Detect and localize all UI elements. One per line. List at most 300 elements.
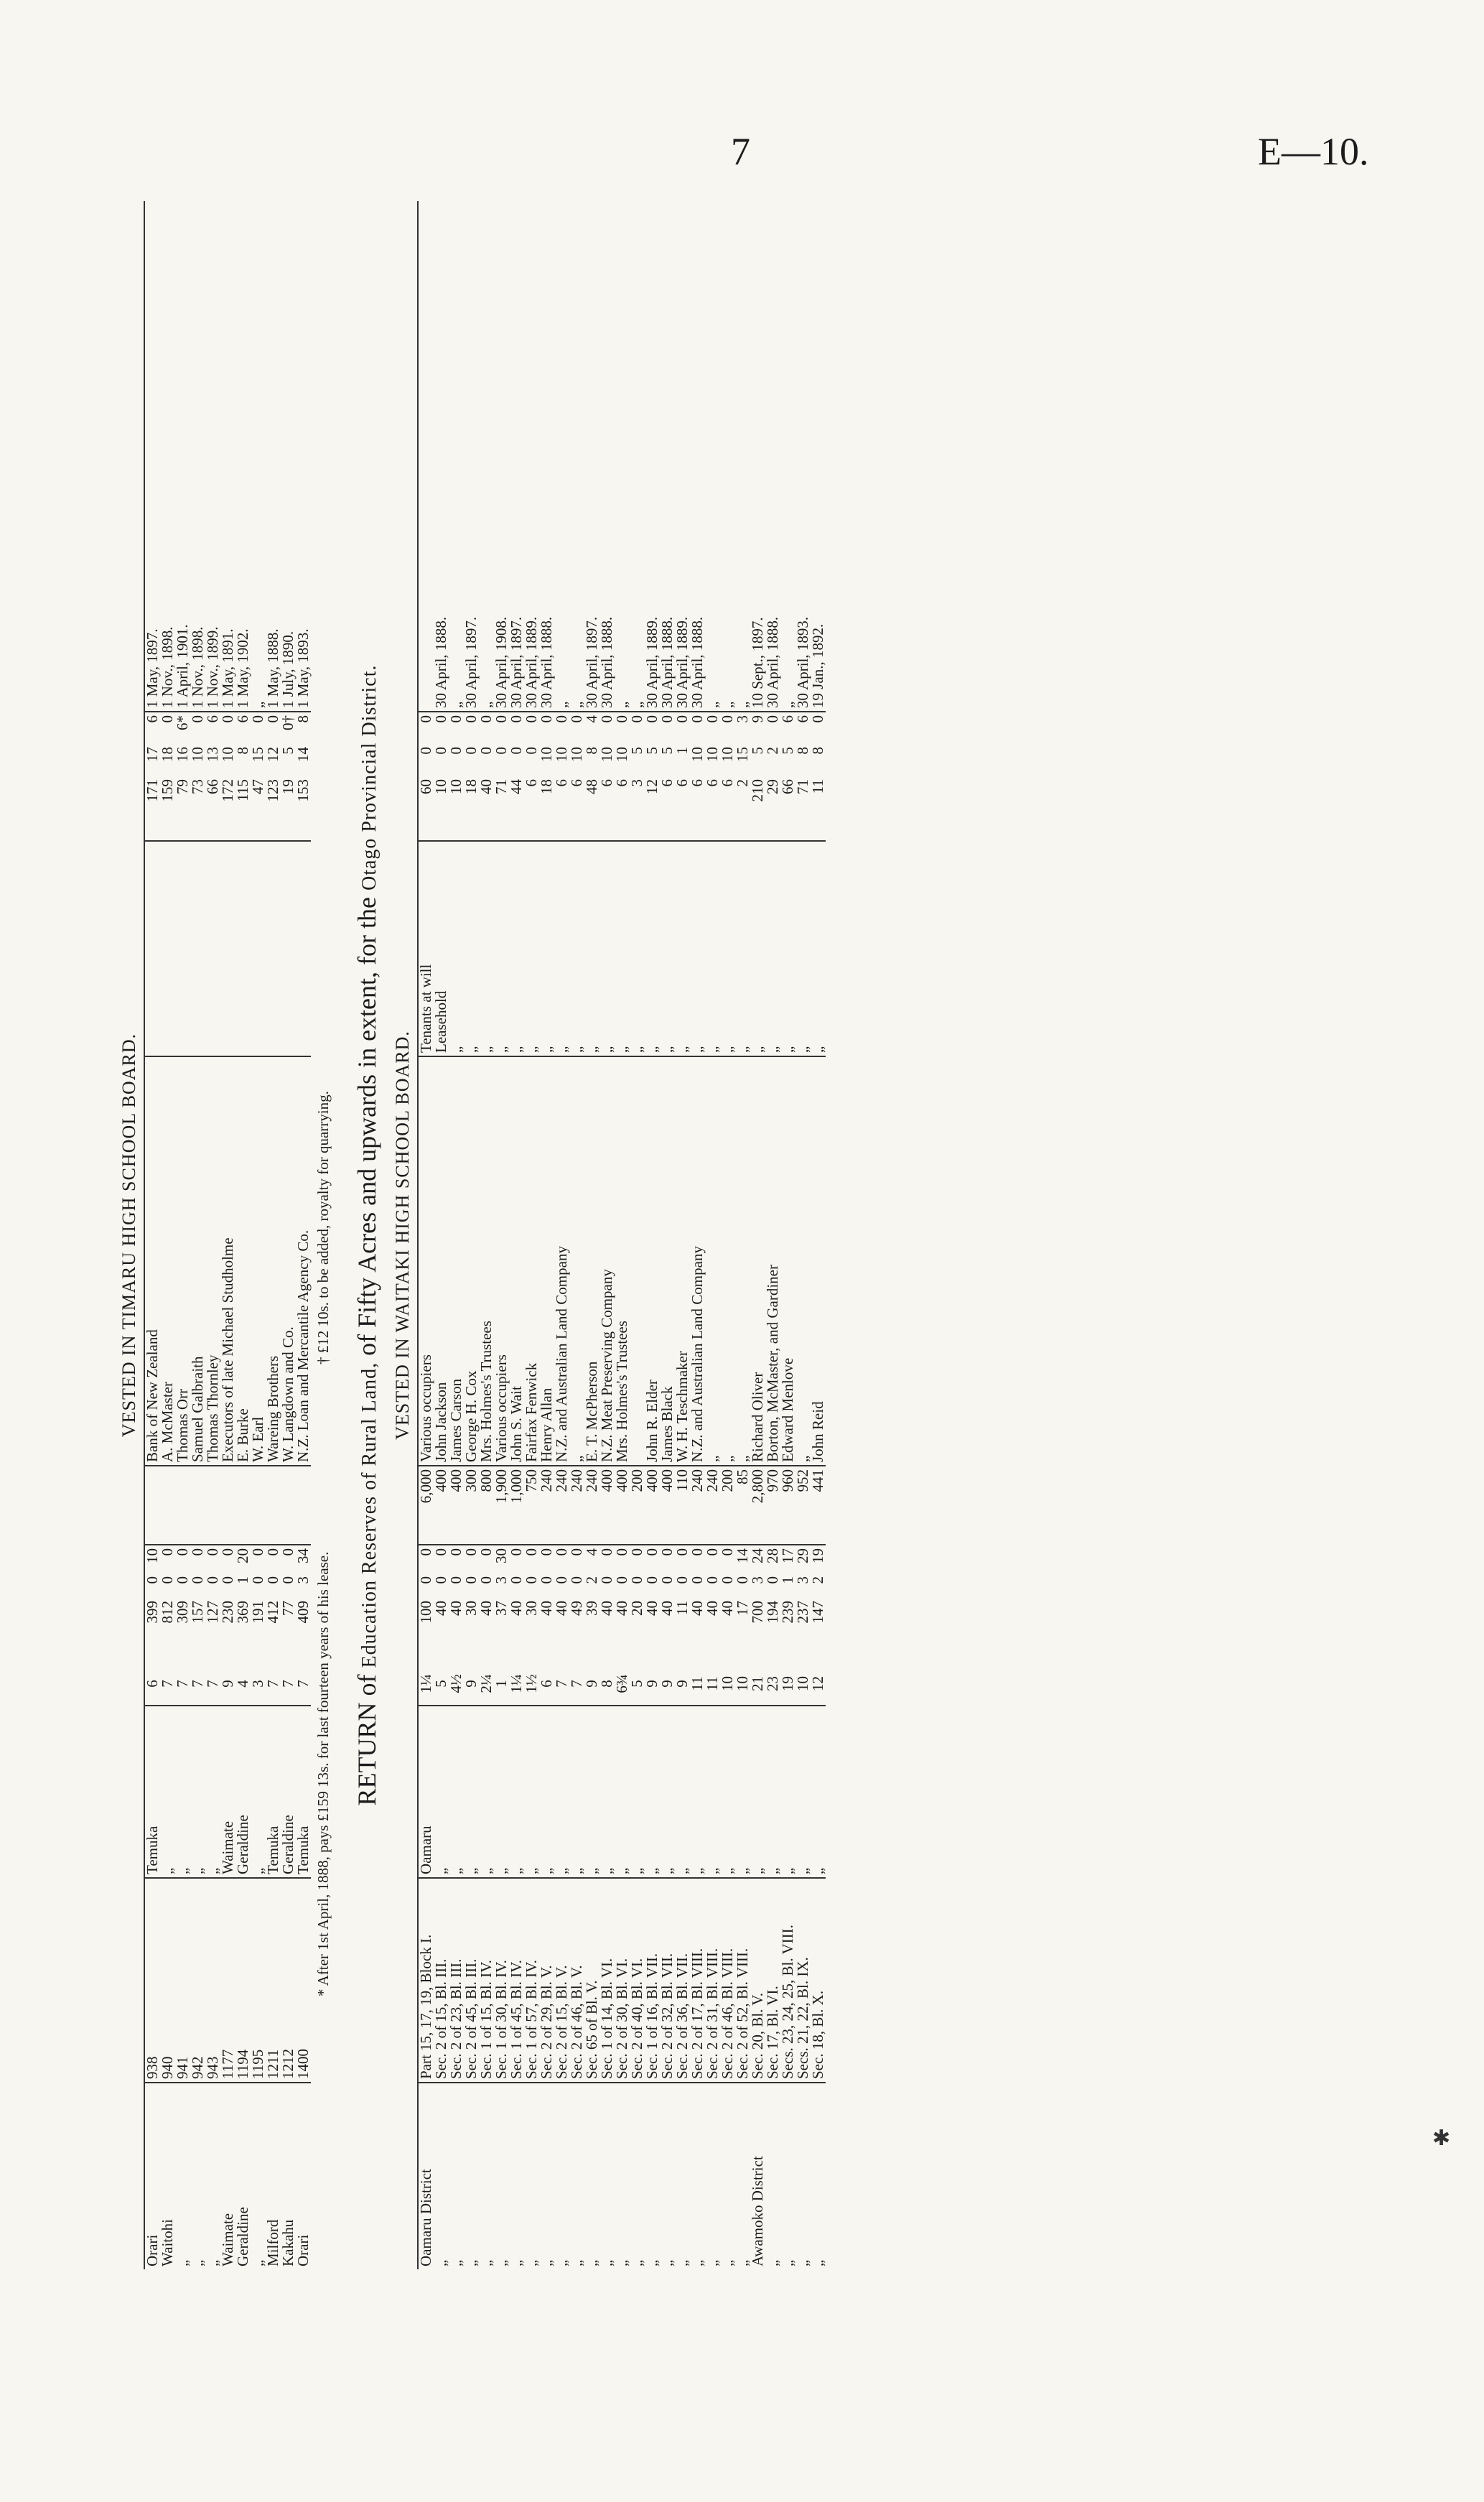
table-cell: 0	[809, 715, 826, 723]
table-cell: „	[765, 1706, 780, 1878]
table-cell: 0	[144, 1573, 160, 1598]
table-cell: „	[811, 1706, 826, 1878]
table-cell: Fairfax Fenwick	[524, 1056, 539, 1466]
table-cell: W. Langdown and Co.	[281, 1056, 296, 1466]
table-cell: 0	[508, 1576, 525, 1584]
table-cell: 9	[749, 715, 766, 723]
table-cell: 2	[764, 747, 781, 755]
table-cell: 10	[613, 747, 630, 762]
table-cell: 12	[811, 1662, 826, 1706]
table-cell: 19	[281, 776, 296, 841]
table-cell: 6,000	[418, 1466, 434, 1545]
table-cell: 1195	[251, 1878, 266, 2083]
table-cell: 10	[219, 747, 236, 762]
table-cell: 6	[615, 776, 630, 841]
table-cell: 23	[765, 1662, 780, 1706]
table-cell: 0	[477, 715, 495, 723]
table-cell	[190, 1466, 205, 1545]
table-cell: 7	[281, 1662, 296, 1706]
table-cell	[266, 841, 281, 1056]
table-cell: 943	[205, 1878, 220, 2083]
table-cell: 6¾	[615, 1662, 630, 1706]
table-cell: „	[523, 2259, 540, 2266]
section-number: E—10.	[1258, 130, 1369, 173]
table-cell: 1,900	[494, 1466, 509, 1545]
table-cell	[220, 1466, 235, 1545]
table-cell: „	[645, 1706, 660, 1878]
table-cell: „	[643, 2259, 661, 2266]
table-cell: 0	[477, 747, 495, 755]
table-cell: 66	[780, 776, 795, 841]
table-cell: 0	[249, 1576, 266, 1584]
table-cell: 0	[719, 715, 736, 723]
table-cell: „	[189, 2259, 206, 2266]
table-cell: 0	[568, 1576, 585, 1584]
table-cell: „	[780, 841, 795, 1056]
table-row	[220, 201, 235, 2269]
table-cell: 40	[613, 1601, 630, 1616]
table-cell: James Black	[660, 1056, 675, 1466]
table-cell: „	[705, 1056, 720, 1466]
table-cell: 0	[159, 1548, 176, 1556]
table-cell: 30	[462, 1601, 480, 1616]
table-cell: „	[449, 1706, 464, 1878]
table-cell: 29	[794, 1548, 811, 1563]
table-cell: 0	[447, 1576, 465, 1584]
table-cell: 0	[418, 1545, 434, 1573]
table-cell: Sec. 65 of Bl. V.	[584, 1878, 599, 2083]
table-cell: 7	[554, 1662, 569, 1706]
table-cell: 0	[264, 1548, 281, 1556]
table-cell: „	[704, 2259, 721, 2266]
table-cell: 19	[780, 1662, 795, 1706]
table-cell: 5	[643, 747, 661, 755]
table-cell	[205, 1466, 220, 1545]
table-cell: 3	[794, 1576, 811, 1584]
table-cell: „	[599, 841, 615, 1056]
table-cell: 191	[249, 1601, 266, 1624]
table-cell: 19 Jan., 1892.	[811, 201, 826, 712]
table-cell: Waimate	[219, 2213, 236, 2266]
table-cell: „	[509, 841, 524, 1056]
table-cell: 0	[523, 747, 540, 755]
table-cell: 1½	[524, 1662, 539, 1706]
table-cell	[235, 841, 251, 1056]
table-cell: 412	[264, 1601, 281, 1624]
table-cell: 2	[735, 776, 750, 841]
table-cell: 2	[583, 1576, 600, 1584]
table-cell: 0	[764, 1576, 781, 1584]
table-cell: 0	[508, 715, 525, 723]
table-cell: 240	[690, 1466, 705, 1545]
footnote-dagger: † £12 10s. to be added, royalty for quarrying.	[314, 1091, 332, 1364]
table-row	[205, 201, 220, 2269]
table-cell: 40	[658, 1601, 676, 1616]
table-cell: Wareing Brothers	[266, 1056, 281, 1466]
table-cell: „	[689, 2259, 706, 2266]
table-cell: 10	[144, 1545, 160, 1573]
table-cell: 6	[675, 776, 690, 841]
table-cell: 9	[645, 1662, 660, 1706]
table-row	[660, 201, 675, 2269]
table-cell: 100	[418, 1598, 434, 1662]
table-cell: Sec. 17, Bl. VI.	[765, 1878, 780, 2083]
table-cell: 7	[569, 1662, 584, 1706]
table-cell: 24	[749, 1548, 766, 1563]
waitaki-heading: VESTED IN WAITAKI HIGH SCHOOL BOARD.	[392, 1031, 413, 1440]
table-cell: 47	[251, 776, 266, 841]
table-cell: „	[673, 2259, 691, 2266]
table-cell	[418, 201, 434, 712]
table-row	[811, 201, 826, 2269]
table-row	[144, 201, 160, 2269]
table-cell: 3	[749, 1576, 766, 1584]
table-cell: Sec. 18, Bl. X.	[811, 1878, 826, 2083]
table-cell: 66	[205, 776, 220, 841]
table-cell: 0	[673, 1576, 691, 1584]
table-cell: 230	[219, 1601, 236, 1624]
table-cell: „	[493, 2259, 510, 2266]
table-cell: 0	[159, 715, 176, 723]
table-cell: „	[795, 1056, 811, 1466]
table-cell: 10	[704, 747, 721, 762]
table-cell: 0	[462, 715, 480, 723]
table-cell: 30 April, 1888.	[690, 201, 705, 712]
table-cell: 8	[794, 747, 811, 755]
table-cell: 942	[190, 1878, 205, 2083]
table-cell: 1 May, 1891.	[220, 201, 235, 712]
table-cell: „	[190, 1706, 205, 1878]
table-cell: 0	[249, 715, 266, 723]
table-cell: Sec. 2 of 46, Bl. VIII.	[720, 1878, 735, 2083]
table-cell: Sec. 2 of 45, Bl. III.	[464, 1878, 479, 2083]
table-cell: 71	[795, 776, 811, 841]
table-row	[281, 201, 296, 2269]
table-cell: 14	[294, 747, 312, 762]
table-cell	[160, 841, 175, 1056]
table-cell: 10	[189, 747, 206, 762]
table-cell: 0	[462, 1576, 480, 1584]
table-cell: „	[764, 2259, 781, 2266]
table-cell: 0	[477, 1548, 495, 1556]
table-cell: 0	[538, 1548, 555, 1556]
table-cell: 18	[464, 776, 479, 841]
table-cell: 123	[266, 776, 281, 841]
table-cell: John Reid	[811, 1056, 826, 1466]
table-cell: „	[795, 841, 811, 1056]
table-cell: 0	[477, 1576, 495, 1584]
table-cell: 0	[508, 1548, 525, 1556]
table-cell: 0	[264, 1576, 281, 1584]
table-cell: 4	[583, 1548, 600, 1556]
table-cell: „	[494, 1706, 509, 1878]
table-cell: 73	[190, 776, 205, 841]
table-cell: 0	[643, 715, 661, 723]
table-cell: A. McMaster	[160, 1056, 175, 1466]
table-cell: Kakahu	[279, 2219, 297, 2266]
table-cell: 0	[598, 1576, 615, 1584]
table-cell: „	[569, 841, 584, 1056]
table-cell: Milford	[264, 2219, 281, 2266]
table-cell: Sec. 1 of 57, Bl. IV.	[524, 1878, 539, 2083]
table-cell: 9	[675, 1662, 690, 1706]
table-cell: Sec. 2 of 46, Bl. V.	[569, 1878, 584, 2083]
table-cell: 40	[432, 1601, 449, 1616]
table-cell: 30 April, 1888.	[434, 201, 449, 712]
table-cell: Temuka	[144, 1706, 160, 1878]
table-cell: „	[628, 2259, 645, 2266]
table-cell: 11	[811, 776, 826, 841]
table-cell: Borton, McMaster, and Gardiner	[765, 1056, 780, 1466]
table-cell: 0	[264, 715, 281, 723]
table-cell	[205, 841, 220, 1056]
table-cell: 7	[205, 1662, 220, 1706]
table-cell: 1400	[296, 1878, 311, 2083]
table-cell: 0	[462, 1548, 480, 1556]
table-cell: 0	[613, 1576, 630, 1584]
table-row	[795, 201, 811, 2269]
table-cell	[144, 1466, 160, 1545]
table-cell: Secs. 21, 22, Bl. IX.	[795, 1878, 811, 2083]
table-cell: 172	[220, 776, 235, 841]
table-cell: 6	[144, 1662, 160, 1706]
return-title	[351, 201, 383, 2269]
table-cell: John Jackson	[434, 1056, 449, 1466]
table-cell: 8	[599, 1662, 615, 1706]
table-cell: 5	[279, 747, 297, 755]
return-title-smallcaps: Education Reserves of Rural Land,	[358, 1362, 381, 1668]
table-cell: „	[719, 2259, 736, 2266]
table-cell: Sec. 1 of 14, Bl. VI.	[599, 1878, 615, 2083]
table-cell: 369	[234, 1601, 251, 1624]
table-cell: 0	[673, 1548, 691, 1556]
table-cell: „	[720, 201, 735, 712]
table-row	[599, 201, 615, 2269]
table-cell: 210	[750, 776, 765, 841]
table-row	[266, 201, 281, 2269]
table-cell: 10	[568, 747, 585, 762]
table-cell: Sec. 2 of 29, Bl. V.	[539, 1878, 554, 2083]
table-cell: 0†	[279, 715, 297, 730]
table-cell: 12	[264, 747, 281, 762]
table-cell: „	[204, 2259, 221, 2266]
table-cell: „	[554, 841, 569, 1056]
table-cell: 0	[643, 1576, 661, 1584]
table-cell: 39	[583, 1601, 600, 1616]
table-cell: 20	[234, 1548, 251, 1563]
table-cell: 0	[658, 715, 676, 723]
table-cell: „	[794, 2259, 811, 2266]
table-cell: 10	[553, 747, 570, 762]
table-row	[675, 201, 690, 2269]
return-title-rest: of Fifty Acres and upwards in extent, for the	[353, 890, 381, 1362]
table-cell: „	[464, 841, 479, 1056]
table-cell: 0	[447, 1548, 465, 1556]
table-cell	[190, 841, 205, 1056]
table-row	[449, 201, 464, 2269]
table-cell: 0	[538, 1576, 555, 1584]
table-cell: 15	[734, 747, 751, 762]
table-row	[735, 201, 750, 2269]
table-cell: 0	[523, 1548, 540, 1556]
table-cell: Sec. 2 of 31, Bl. VIII.	[705, 1878, 720, 2083]
table-row	[190, 201, 205, 2269]
table-cell: 0	[159, 1576, 176, 1584]
table-cell: 5	[630, 1662, 645, 1706]
table-cell	[251, 841, 266, 1056]
table-cell: 0	[219, 715, 236, 723]
table-cell: 0	[568, 715, 585, 723]
table-cell: 30 April, 1889.	[675, 201, 690, 712]
table-row	[569, 201, 584, 2269]
table-cell: 40	[704, 1601, 721, 1616]
table-cell: „	[645, 841, 660, 1056]
table-cell	[144, 841, 160, 1056]
table-cell: „	[251, 1706, 266, 1878]
table-cell: 127	[204, 1601, 221, 1624]
table-cell: 400	[615, 1466, 630, 1545]
table-cell: 1 Nov., 1899.	[205, 201, 220, 712]
table-cell: 10	[720, 1662, 735, 1706]
table-cell: 157	[189, 1601, 206, 1624]
table-cell	[266, 1466, 281, 1545]
table-cell: 0	[249, 1548, 266, 1556]
table-cell: 1,000	[509, 1466, 524, 1545]
table-cell: 960	[780, 1466, 795, 1545]
table-cell: 30 April, 1888.	[765, 201, 780, 712]
table-cell: 1	[494, 1662, 509, 1706]
table-cell: „	[795, 1706, 811, 1878]
table-cell: Waitohi	[159, 2219, 176, 2266]
table-cell: 400	[434, 1466, 449, 1545]
table-cell: 6	[524, 776, 539, 841]
table-cell: „	[630, 201, 645, 712]
table-cell: „	[434, 1706, 449, 1878]
table-cell: 200	[720, 1466, 735, 1545]
table-cell: 30	[523, 1601, 540, 1616]
table-cell: 0	[673, 715, 691, 723]
table-cell: Executors of late Michael Studholme	[220, 1056, 235, 1466]
table-cell: 0	[219, 1576, 236, 1584]
table-cell: 0	[704, 715, 721, 723]
table-cell: „	[524, 841, 539, 1056]
table-cell: „	[569, 201, 584, 712]
table-cell: 800	[479, 1466, 494, 1545]
table-cell: 9	[660, 1662, 675, 1706]
table-cell: E. T. McPherson	[584, 1056, 599, 1466]
table-cell: 0	[553, 1548, 570, 1556]
table-cell: 10	[795, 1662, 811, 1706]
ink-blot-mark: ✱	[1432, 2126, 1451, 2150]
table-cell	[175, 1466, 190, 1545]
return-title-main: RETURN of	[353, 1668, 381, 1806]
table-cell: 6	[569, 776, 584, 841]
table-cell: 0	[447, 715, 465, 723]
table-cell: Geraldine	[234, 2207, 251, 2266]
table-cell: 0	[493, 747, 510, 755]
table-row	[750, 201, 765, 2269]
table-cell: Oamaru	[418, 1706, 434, 1878]
table-cell: 1 May, 1888.	[266, 201, 281, 712]
table-cell: „	[508, 2259, 525, 2266]
table-cell: Sec. 2 of 52, Bl. VIII.	[735, 1878, 750, 2083]
table-cell: Sec. 2 of 32, Bl. VII.	[660, 1878, 675, 2083]
table-cell: 40	[479, 776, 494, 841]
table-cell: „	[477, 2259, 495, 2266]
table-row	[160, 201, 175, 2269]
table-cell: Various occupiers	[418, 1056, 434, 1466]
table-cell: 1 April, 1901.	[175, 201, 190, 712]
table-cell: Thomas Thornley	[205, 1056, 220, 1466]
table-cell: „	[675, 841, 690, 1056]
table-cell: „	[735, 841, 750, 1056]
table-cell: 5	[749, 747, 766, 755]
table-cell: Sec. 2 of 30, Bl. VI.	[615, 1878, 630, 2083]
table-cell: 6	[539, 1662, 554, 1706]
table-cell: Sec. 1 of 30, Bl. IV.	[494, 1878, 509, 2083]
table-cell: 30 April, 1888.	[599, 201, 615, 712]
table-cell	[281, 841, 296, 1056]
table-cell: „	[780, 1706, 795, 1878]
table-cell: 11	[705, 1662, 720, 1706]
table-cell: 2,800	[750, 1466, 765, 1545]
table-cell: Sec. 2 of 15, Bl. III.	[434, 1878, 449, 2083]
table-cell: Tenants at will	[418, 841, 434, 1056]
table-cell: 240	[584, 1466, 599, 1545]
table-cell: Various occupiers	[494, 1056, 509, 1466]
table-cell: 0	[418, 712, 434, 744]
table-cell: 400	[660, 1466, 675, 1545]
table-cell: 10	[449, 776, 464, 841]
table-cell: N.Z. Meat Preserving Company	[599, 1056, 615, 1466]
table-cell: 0	[418, 744, 434, 776]
table-cell: „	[615, 201, 630, 712]
table-row	[720, 201, 735, 2269]
table-cell: 0	[418, 1573, 434, 1598]
table-cell: 1	[779, 1576, 796, 1584]
table-cell: 1¼	[509, 1662, 524, 1706]
timaru-heading: VESTED IN TIMARU HIGH SCHOOL BOARD.	[118, 1033, 139, 1438]
rotated-content	[115, 201, 1235, 2269]
table-cell: 10	[434, 776, 449, 841]
table-cell: 15	[249, 747, 266, 762]
table-cell: 952	[795, 1466, 811, 1545]
table-cell: 1 July, 1890.	[281, 201, 296, 712]
table-cell: 750	[524, 1466, 539, 1545]
table-cell: „	[630, 841, 645, 1056]
table-cell: „	[539, 841, 554, 1056]
table-cell: Leasehold	[434, 841, 449, 1056]
table-cell: „	[568, 2259, 585, 2266]
table-cell: „	[735, 1706, 750, 1878]
table-cell: 0	[189, 1576, 206, 1584]
table-cell: 2	[809, 1576, 826, 1584]
table-cell: 171	[144, 776, 160, 841]
table-cell: 3	[294, 1576, 312, 1584]
table-cell: „	[509, 1706, 524, 1878]
table-cell: „	[734, 2259, 751, 2266]
table-cell: 7	[175, 1662, 190, 1706]
table-cell: 71	[494, 776, 509, 841]
table-cell: 1 May, 1893.	[296, 201, 311, 712]
table-cell: „	[554, 1706, 569, 1878]
table-cell: Sec. 2 of 40, Bl. VI.	[630, 1878, 645, 2083]
table-cell: W. H. Teschmaker	[675, 1056, 690, 1466]
table-cell: Sec. 2 of 17, Bl. VIII.	[690, 1878, 705, 2083]
table-cell: 8	[583, 747, 600, 755]
table-cell: „	[630, 1706, 645, 1878]
table-cell: „	[765, 841, 780, 1056]
